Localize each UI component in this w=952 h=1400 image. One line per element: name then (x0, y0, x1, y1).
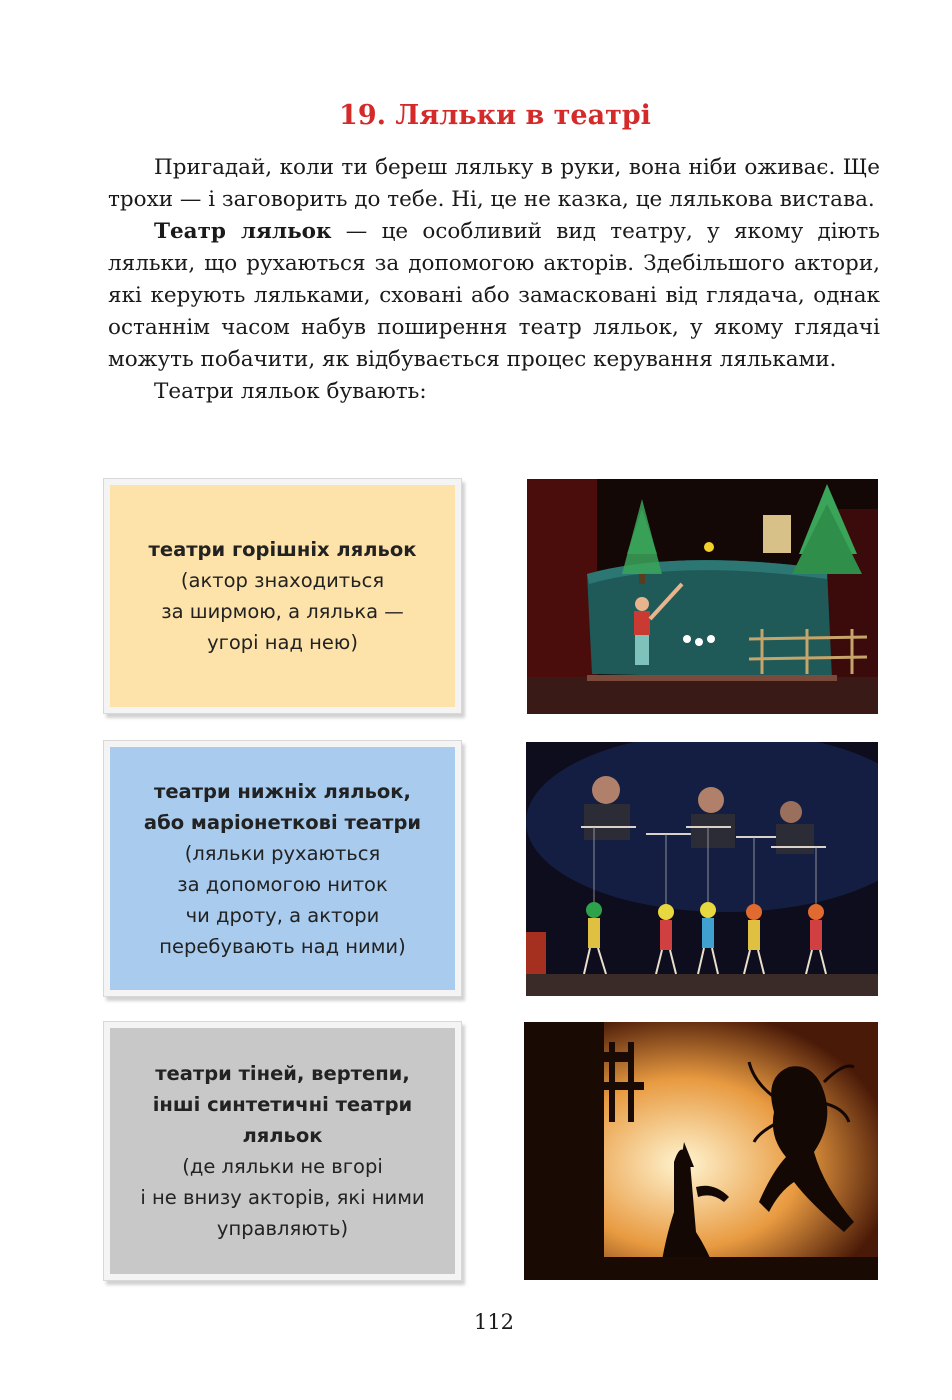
info-box-upper-puppets (103, 478, 462, 714)
info-box-shadow-theatre (103, 1021, 462, 1281)
box-line: управляють) (216, 1217, 349, 1240)
box-heading: театри горішніх ляльок (148, 538, 417, 561)
box-line: за ширмою, а лялька — (161, 600, 404, 623)
paragraph-intro: Пригадай, коли ти береш ляльку в руки, вона ніби оживає. Ще трохи — і заговорить до тебе. Ні, це не казка, це лялькова вистава. (108, 155, 880, 212)
photo-upper-puppet-stage (527, 479, 878, 714)
info-box-content (110, 1028, 455, 1274)
info-box-content (110, 747, 455, 990)
page-number: 112 (473, 1310, 515, 1334)
box-line: і не внизу акторів, які ними (140, 1186, 425, 1209)
paragraph-definition (108, 216, 880, 376)
info-box-content (110, 485, 455, 707)
photo-shadow-theatre (524, 1022, 878, 1280)
box-line: за допомогою ниток (177, 872, 388, 896)
photo-marionettes (526, 742, 878, 996)
box-heading: або маріонеткові театри (143, 810, 422, 834)
body-text (108, 152, 880, 408)
box-line: (ляльки рухаються (184, 841, 381, 865)
box-line: чи дроту, а актори (185, 903, 380, 927)
box-line: (актор знаходиться (180, 569, 385, 592)
term-puppet-theatre: Театр ляльок (154, 219, 332, 244)
box-line: (де ляльки не вгорі (182, 1155, 383, 1178)
box-heading: театри нижніх ляльок, (154, 779, 411, 803)
page-title: 19. Ляльки в театрі (339, 100, 651, 131)
definition-text: — це особливий вид театру, у якому діють ляльки, що рухаються за допомогою акторів. Здебільшого актори, які керують ляльками, сховані або замасковані від глядача, однак останнім часом набув поширення театр ляльок, у якому глядачі можуть побачити, як відбувається процес керування ляльками. (108, 219, 880, 372)
info-box-marionettes (103, 740, 462, 997)
box-heading: інші синтетичні театри (152, 1093, 413, 1116)
box-line: угорі над нею) (207, 631, 358, 654)
box-heading: театри тіней, вертепи, (155, 1062, 410, 1085)
box-heading: ляльок (242, 1124, 323, 1147)
box-line: перебувають над ними) (159, 934, 406, 958)
paragraph-types-intro: Театри ляльок бувають: (154, 379, 427, 404)
